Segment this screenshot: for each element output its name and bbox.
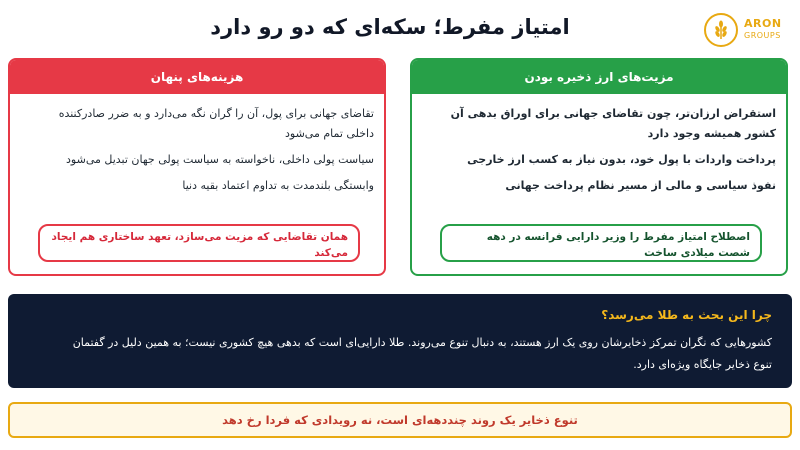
why-gold-panel [8,294,792,388]
advantage-item: پرداخت واردات با پول خود، بدون نیاز به کسب ارز خارجی [467,153,776,166]
why-gold-text: کشورهایی که نگران تمرکز ذخایرشان روی یک ارز هستند، به دنبال تنوع می‌روند. طلا دارایی‌ای است که بدهی هیچ کشوری نیست؛ به همین دلیل در گفتمان تنوع ذخایر جایگاه ویژه‌ای دارد. [72,336,772,371]
logo-subtitle: GROUPS [744,31,781,40]
footer-banner: تنوع ذخایر یک روند چنددهه‌ای است، نه رویدادی که فردا رخ دهد [8,402,792,438]
page-title: امتیاز مفرط؛ سکه‌ای که دو رو دارد [210,15,570,39]
hidden-costs-note: همان تقاضایی که مزیت می‌سازد، تعهد ساختاری هم ایجاد می‌کند [38,224,360,262]
why-gold-title: چرا این بحث به طلا می‌رسد؟ [601,308,772,322]
advantage-item: نفوذ سیاسی و مالی از مسیر نظام پرداخت جهانی [505,179,776,192]
reserve-advantages-card [410,58,788,276]
hidden-costs-heading: هزینه‌های پنهان [10,60,384,94]
reserve-advantages-heading: مزیت‌های ارز ذخیره بودن [412,60,786,94]
logo-name: ARON [744,17,782,30]
cost-item: تقاضای جهانی برای پول، آن را گران نگه می‌دارد و به ضرر صادرکننده داخلی تمام می‌شود [58,107,374,140]
hidden-costs-card [8,58,386,276]
wheat-logo-icon [704,13,738,47]
cost-item: وابستگی بلندمدت به تداوم اعتماد بقیه دنیا [182,179,374,192]
brand-logo [704,10,794,50]
advantage-item: استقراض ارزان‌تر، چون تقاضای جهانی برای اوراق بدهی آن کشور همیشه وجود دارد [450,107,776,140]
reserve-advantages-note: اصطلاح امتیاز مفرط را وزیر دارایی فرانسه در دهه شصت میلادی ساخت [440,224,762,262]
cost-item: سیاست پولی داخلی، ناخواسته به سیاست پولی جهان تبدیل می‌شود [66,153,374,166]
